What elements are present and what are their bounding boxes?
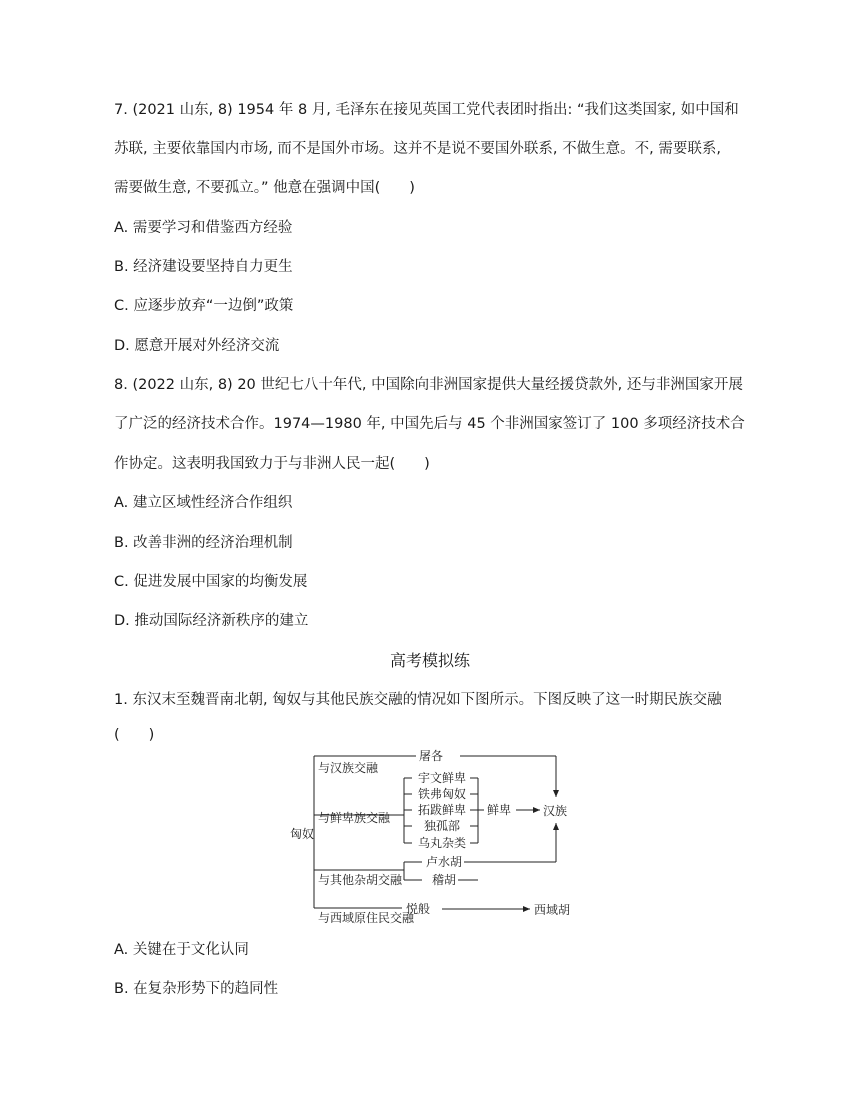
diagram-xianbei-tribe-4: 独孤部 bbox=[424, 819, 461, 833]
diagram-xianbei-tribe-1: 宇文鲜卑 bbox=[418, 771, 467, 785]
q8-option-b: B. 改善非洲的经济治理机制 bbox=[114, 535, 293, 551]
diagram-other-tribe-1: 卢水胡 bbox=[426, 855, 463, 869]
q8-stem-line-2: 了广泛的经济技术合作。1974—1980 年, 中国先后与 45 个非洲国家签订了 100 多项经济技术合 bbox=[114, 416, 745, 432]
q7-option-b: B. 经济建设要坚持自力更生 bbox=[114, 259, 293, 275]
q8-stem-line-1: 8. (2022 山东, 8) 20 世纪七八十年代, 中国除向非洲国家提供大量经援贷款外, 还与非洲国家开展 bbox=[114, 377, 743, 393]
q8-option-c: C. 促进发展中国家的均衡发展 bbox=[114, 574, 308, 590]
q8-option-a: A. 建立区域性经济合作组织 bbox=[114, 495, 293, 511]
diagram-branch-other: 与其他杂胡交融 bbox=[318, 873, 403, 887]
diagram-hanzu: 汉族 bbox=[543, 804, 568, 818]
q1-stem-line-2: ( ) bbox=[114, 727, 155, 743]
diagram-branch-han: 与汉族交融 bbox=[318, 761, 379, 775]
diagram-xiyuhu: 西域胡 bbox=[534, 903, 571, 917]
section-title: 高考模拟练 bbox=[389, 651, 470, 670]
diagram-yueban: 悦般 bbox=[406, 902, 431, 916]
q7-stem-line-2: 苏联, 主要依靠国内市场, 而不是国外市场。这并不是说不要国外联系, 不做生意。不, 需要联系, bbox=[114, 141, 721, 157]
q1-stem-line-1: 1. 东汉末至魏晋南北朝, 匈奴与其他民族交融的情况如下图所示。下图反映了这一时期民族交融 bbox=[114, 692, 722, 708]
diagram-xianbei-tribe-2: 铁弗匈奴 bbox=[418, 787, 467, 801]
q7-option-c: C. 应逐步放弃“一边倒”政策 bbox=[114, 298, 294, 314]
diagram-other-tribe-2: 稽胡 bbox=[432, 873, 457, 887]
q1-option-b: B. 在复杂形势下的趋同性 bbox=[114, 981, 279, 997]
diagram-branch-west: 与西域原住民交融 bbox=[318, 911, 415, 925]
q7-stem-line-3: 需要做生意, 不要孤立。” 他意在强调中国( ) bbox=[114, 180, 415, 196]
diagram-xianbei-tribe-5: 乌丸杂类 bbox=[418, 836, 467, 850]
q7-stem-line-1: 7. (2021 山东, 8) 1954 年 8 月, 毛泽东在接见英国工党代表团时指出: “我们这类国家, 如中国和 bbox=[114, 102, 739, 118]
q8-option-d: D. 推动国际经济新秩序的建立 bbox=[114, 613, 309, 629]
diagram-xianbei: 鲜卑 bbox=[487, 803, 512, 817]
q8-stem-line-3: 作协定。这表明我国致力于与非洲人民一起( ) bbox=[114, 456, 430, 472]
diagram-branch-xianbei: 与鲜卑族交融 bbox=[318, 811, 391, 825]
diagram-xianbei-tribe-3: 拓跋鲜卑 bbox=[418, 803, 467, 817]
diagram-root: 匈奴 bbox=[290, 827, 315, 841]
q1-option-a: A. 关键在于文化认同 bbox=[114, 942, 249, 958]
q7-option-a: A. 需要学习和借鉴西方经验 bbox=[114, 220, 293, 236]
q7-option-d: D. 愿意开展对外经济交流 bbox=[114, 338, 280, 354]
diagram-tuge: 屠各 bbox=[419, 749, 444, 763]
